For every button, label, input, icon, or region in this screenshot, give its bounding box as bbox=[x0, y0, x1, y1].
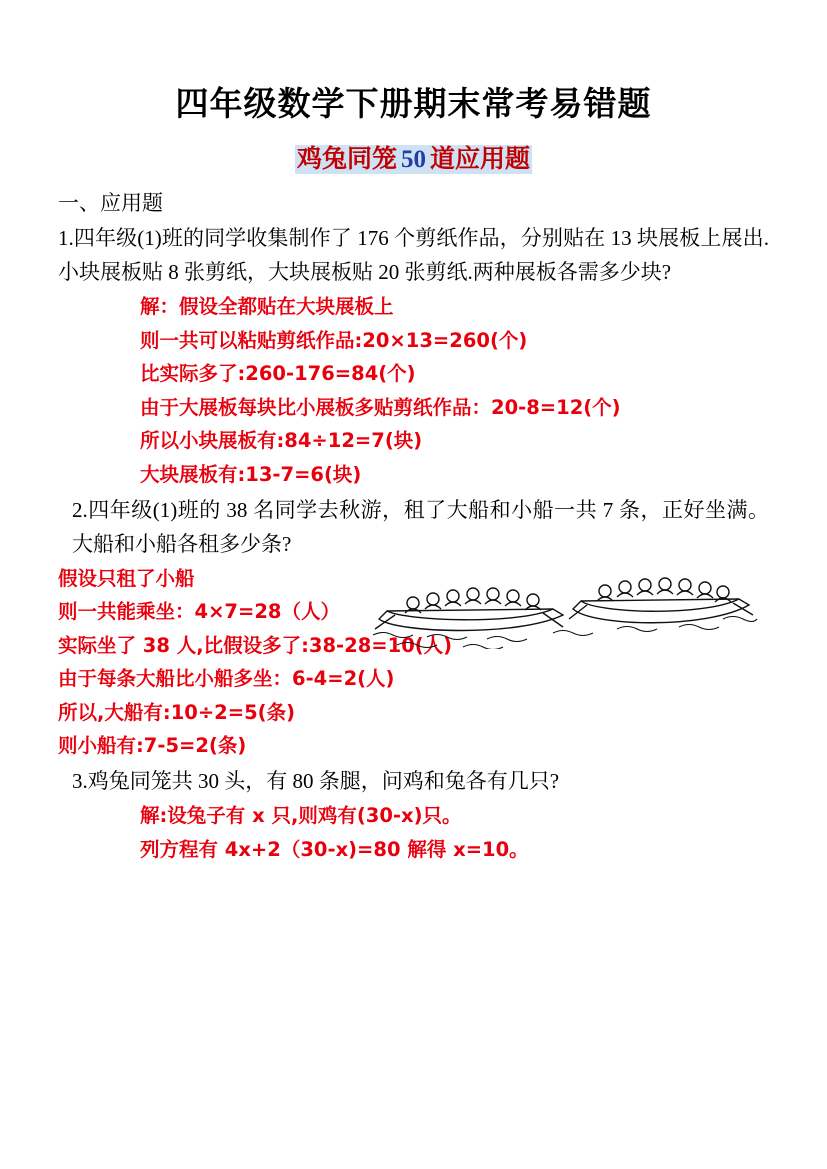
page-title: 四年级数学下册期末常考易错题 bbox=[175, 84, 652, 123]
problem-2-answer-line-6: 则小船有:7-5=2(条) bbox=[58, 734, 247, 758]
problem-3-answer-line-2: 列方程有 4x+2（30-x)=80 解得 x=10。 bbox=[140, 837, 529, 861]
problem-3-answer-line-1: 解:设兔子有 x 只,则鸡有(30-x)只。 bbox=[140, 804, 462, 828]
problem-2-answer-line-5: 所以,大船有:10÷2=5(条) bbox=[58, 700, 295, 724]
problem-2-answer-line-3: 实际坐了 38 人,比假设多了:38-28=10(人) bbox=[58, 633, 453, 657]
problem-1-answer-line-3: 比实际多了:260-176=84(个) bbox=[140, 362, 416, 386]
section-heading: 一、应用题 bbox=[58, 191, 163, 215]
problem-1-answer-line-2: 则一共可以粘贴剪纸作品:20×13=260(个) bbox=[140, 328, 528, 352]
two-boats-illustration bbox=[367, 557, 767, 649]
problem-1-answer-line-4: 由于大展板每块比小展板多贴剪纸作品：20-8=12(个) bbox=[140, 395, 621, 419]
problem-2-question: 2.四年级(1)班的 38 名同学去秋游，租了大船和小船一共 7 条，正好坐满。大船和小船各租多少条? bbox=[72, 497, 769, 556]
problem-1-answer-line-6: 大块展板有:13-7=6(块) bbox=[140, 462, 362, 486]
problem-2-answer-line-4: 由于每条大船比小船多坐：6-4=2(人) bbox=[58, 667, 395, 691]
problem-3-question: 3.鸡兔同笼共 30 头，有 80 条腿，问鸡和兔各有几只? bbox=[72, 769, 560, 793]
problem-2-answer-line-2: 则一共能乘坐：4×7=28（人） bbox=[58, 600, 340, 624]
problem-1-answer-line-1: 解：假设全都贴在大块展板上 bbox=[140, 295, 394, 319]
page-subtitle bbox=[58, 139, 769, 175]
problem-1-answer-line-5: 所以小块展板有:84÷12=7(块) bbox=[140, 429, 423, 453]
problem-2-answer-line-1: 假设只租了小船 bbox=[58, 566, 195, 590]
subtitle-part-topic: 鸡兔同笼 bbox=[296, 146, 397, 173]
subtitle-part-suffix: 道应用题 bbox=[430, 146, 531, 173]
problem-1-question: 1.四年级(1)班的同学收集制作了 176 个剪纸作品，分别贴在 13 块展板上展出.小块展板贴 8 张剪纸，大块展板贴 20 张剪纸.两种展板各需多少块? bbox=[58, 226, 769, 285]
subtitle-part-count: 50 bbox=[401, 146, 426, 173]
